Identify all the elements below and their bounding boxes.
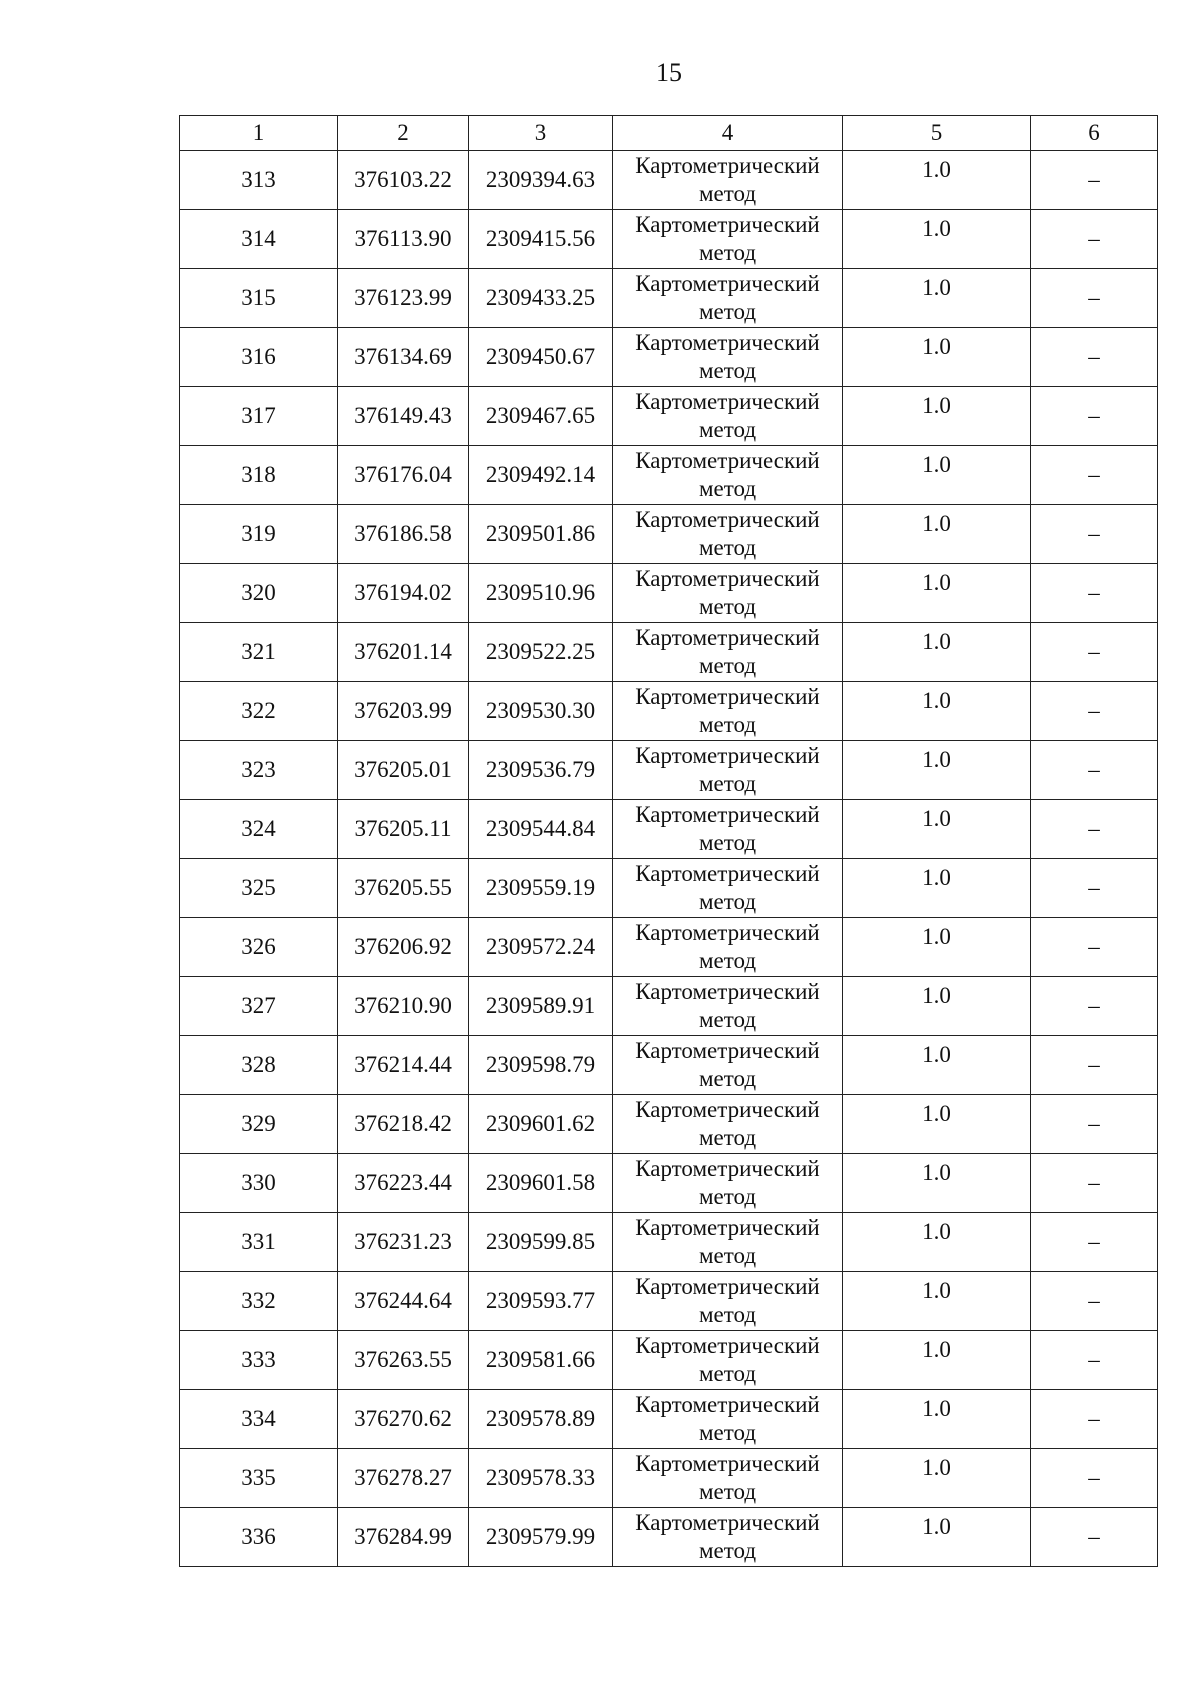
table-row <box>180 328 1158 387</box>
column-header: 6 <box>1031 116 1158 151</box>
method-cell <box>613 623 843 682</box>
method-cell <box>613 564 843 623</box>
x-coordinate-cell: 376231.23 <box>338 1213 469 1272</box>
note-cell: – <box>1031 1036 1158 1095</box>
method-cell <box>613 1449 843 1508</box>
coordinates-table <box>179 115 1158 1567</box>
x-coordinate-cell: 376123.99 <box>338 269 469 328</box>
method-line-1: Картометрический <box>635 920 820 945</box>
y-coordinate-cell: 2309467.65 <box>469 387 613 446</box>
accuracy-cell: 1.0 <box>843 328 1031 387</box>
table-row <box>180 505 1158 564</box>
method-line-2: метод <box>698 240 757 265</box>
y-coordinate-cell: 2309601.62 <box>469 1095 613 1154</box>
x-coordinate-cell: 376205.55 <box>338 859 469 918</box>
accuracy-cell: 1.0 <box>843 446 1031 505</box>
accuracy-cell: 1.0 <box>843 800 1031 859</box>
method-line-1: Картометрический <box>635 389 820 414</box>
x-coordinate-cell: 376134.69 <box>338 328 469 387</box>
table-row <box>180 1213 1158 1272</box>
y-coordinate-cell: 2309593.77 <box>469 1272 613 1331</box>
table-row <box>180 1272 1158 1331</box>
point-number-cell: 319 <box>180 505 338 564</box>
accuracy-cell: 1.0 <box>843 564 1031 623</box>
method-line-1: Картометрический <box>635 1038 820 1063</box>
method-cell <box>613 741 843 800</box>
note-cell: – <box>1031 1331 1158 1390</box>
y-coordinate-cell: 2309578.89 <box>469 1390 613 1449</box>
method-cell <box>613 918 843 977</box>
method-line-2: метод <box>698 1125 757 1150</box>
method-cell <box>613 1213 843 1272</box>
accuracy-cell: 1.0 <box>843 151 1031 210</box>
point-number-cell: 318 <box>180 446 338 505</box>
y-coordinate-cell: 2309579.99 <box>469 1508 613 1567</box>
method-line-1: Картометрический <box>635 979 820 1004</box>
note-cell: – <box>1031 1154 1158 1213</box>
x-coordinate-cell: 376205.11 <box>338 800 469 859</box>
y-coordinate-cell: 2309492.14 <box>469 446 613 505</box>
y-coordinate-cell: 2309501.86 <box>469 505 613 564</box>
method-line-1: Картометрический <box>635 625 820 650</box>
method-cell <box>613 446 843 505</box>
column-header: 3 <box>469 116 613 151</box>
note-cell: – <box>1031 505 1158 564</box>
x-coordinate-cell: 376103.22 <box>338 151 469 210</box>
point-number-cell: 326 <box>180 918 338 977</box>
method-line-2: метод <box>698 712 757 737</box>
accuracy-cell: 1.0 <box>843 859 1031 918</box>
method-line-2: метод <box>698 1538 757 1563</box>
accuracy-cell: 1.0 <box>843 1213 1031 1272</box>
note-cell: – <box>1031 977 1158 1036</box>
table-row <box>180 859 1158 918</box>
y-coordinate-cell: 2309522.25 <box>469 623 613 682</box>
point-number-cell: 336 <box>180 1508 338 1567</box>
method-line-2: метод <box>698 948 757 973</box>
table-row <box>180 1508 1158 1567</box>
method-line-1: Картометрический <box>635 743 820 768</box>
method-line-2: метод <box>698 889 757 914</box>
accuracy-cell: 1.0 <box>843 1449 1031 1508</box>
method-line-2: метод <box>698 535 757 560</box>
x-coordinate-cell: 376210.90 <box>338 977 469 1036</box>
note-cell: – <box>1031 564 1158 623</box>
y-coordinate-cell: 2309589.91 <box>469 977 613 1036</box>
x-coordinate-cell: 376176.04 <box>338 446 469 505</box>
point-number-cell: 321 <box>180 623 338 682</box>
method-cell <box>613 1036 843 1095</box>
table-row <box>180 1390 1158 1449</box>
table-row <box>180 1095 1158 1154</box>
y-coordinate-cell: 2309510.96 <box>469 564 613 623</box>
point-number-cell: 314 <box>180 210 338 269</box>
table-row <box>180 623 1158 682</box>
point-number-cell: 332 <box>180 1272 338 1331</box>
method-line-1: Картометрический <box>635 1510 820 1535</box>
table-row <box>180 269 1158 328</box>
method-line-2: метод <box>698 653 757 678</box>
table-row <box>180 446 1158 505</box>
point-number-cell: 313 <box>180 151 338 210</box>
accuracy-cell: 1.0 <box>843 1036 1031 1095</box>
table-row <box>180 977 1158 1036</box>
point-number-cell: 329 <box>180 1095 338 1154</box>
note-cell: – <box>1031 1449 1158 1508</box>
note-cell: – <box>1031 151 1158 210</box>
method-cell <box>613 1154 843 1213</box>
table-row <box>180 682 1158 741</box>
method-line-2: метод <box>698 771 757 796</box>
method-line-2: метод <box>698 1066 757 1091</box>
method-cell <box>613 682 843 741</box>
y-coordinate-cell: 2309578.33 <box>469 1449 613 1508</box>
method-line-2: метод <box>698 181 757 206</box>
point-number-cell: 330 <box>180 1154 338 1213</box>
table-row <box>180 1036 1158 1095</box>
note-cell: – <box>1031 1390 1158 1449</box>
x-coordinate-cell: 376270.62 <box>338 1390 469 1449</box>
point-number-cell: 334 <box>180 1390 338 1449</box>
table-row <box>180 387 1158 446</box>
x-coordinate-cell: 376201.14 <box>338 623 469 682</box>
accuracy-cell: 1.0 <box>843 387 1031 446</box>
method-line-2: метод <box>698 476 757 501</box>
method-line-2: метод <box>698 594 757 619</box>
method-cell <box>613 859 843 918</box>
method-cell <box>613 977 843 1036</box>
table-body <box>180 151 1158 1567</box>
method-line-2: метод <box>698 1243 757 1268</box>
method-cell <box>613 1331 843 1390</box>
accuracy-cell: 1.0 <box>843 682 1031 741</box>
method-line-1: Картометрический <box>635 330 820 355</box>
method-cell <box>613 1095 843 1154</box>
point-number-cell: 324 <box>180 800 338 859</box>
accuracy-cell: 1.0 <box>843 977 1031 1036</box>
x-coordinate-cell: 376214.44 <box>338 1036 469 1095</box>
accuracy-cell: 1.0 <box>843 505 1031 564</box>
method-line-1: Картометрический <box>635 1392 820 1417</box>
accuracy-cell: 1.0 <box>843 269 1031 328</box>
method-line-2: метод <box>698 299 757 324</box>
method-cell <box>613 210 843 269</box>
method-line-2: метод <box>698 417 757 442</box>
point-number-cell: 322 <box>180 682 338 741</box>
table-row <box>180 1449 1158 1508</box>
method-line-1: Картометрический <box>635 802 820 827</box>
table-row <box>180 1154 1158 1213</box>
note-cell: – <box>1031 741 1158 800</box>
point-number-cell: 320 <box>180 564 338 623</box>
x-coordinate-cell: 376263.55 <box>338 1331 469 1390</box>
method-line-1: Картометрический <box>635 1451 820 1476</box>
note-cell: – <box>1031 623 1158 682</box>
accuracy-cell: 1.0 <box>843 623 1031 682</box>
method-line-1: Картометрический <box>635 271 820 296</box>
x-coordinate-cell: 376203.99 <box>338 682 469 741</box>
note-cell: – <box>1031 210 1158 269</box>
method-cell <box>613 1390 843 1449</box>
method-line-1: Картометрический <box>635 566 820 591</box>
method-line-2: метод <box>698 1007 757 1032</box>
y-coordinate-cell: 2309415.56 <box>469 210 613 269</box>
point-number-cell: 315 <box>180 269 338 328</box>
y-coordinate-cell: 2309598.79 <box>469 1036 613 1095</box>
method-line-1: Картометрический <box>635 1156 820 1181</box>
y-coordinate-cell: 2309433.25 <box>469 269 613 328</box>
table-row <box>180 151 1158 210</box>
method-cell <box>613 151 843 210</box>
method-cell <box>613 387 843 446</box>
table-header-row <box>180 116 1158 151</box>
method-cell <box>613 1272 843 1331</box>
note-cell: – <box>1031 387 1158 446</box>
x-coordinate-cell: 376278.27 <box>338 1449 469 1508</box>
note-cell: – <box>1031 1272 1158 1331</box>
accuracy-cell: 1.0 <box>843 1095 1031 1154</box>
x-coordinate-cell: 376284.99 <box>338 1508 469 1567</box>
method-cell <box>613 328 843 387</box>
method-cell <box>613 800 843 859</box>
method-line-1: Картометрический <box>635 861 820 886</box>
x-coordinate-cell: 376206.92 <box>338 918 469 977</box>
point-number-cell: 335 <box>180 1449 338 1508</box>
table-row <box>180 800 1158 859</box>
method-cell <box>613 505 843 564</box>
method-line-1: Картометрический <box>635 507 820 532</box>
table-row <box>180 210 1158 269</box>
note-cell: – <box>1031 446 1158 505</box>
note-cell: – <box>1031 1508 1158 1567</box>
x-coordinate-cell: 376113.90 <box>338 210 469 269</box>
accuracy-cell: 1.0 <box>843 1331 1031 1390</box>
method-line-2: метод <box>698 1361 757 1386</box>
method-line-1: Картометрический <box>635 153 820 178</box>
page-number: 15 <box>656 58 682 87</box>
point-number-cell: 327 <box>180 977 338 1036</box>
table-row <box>180 918 1158 977</box>
point-number-cell: 331 <box>180 1213 338 1272</box>
point-number-cell: 323 <box>180 741 338 800</box>
x-coordinate-cell: 376218.42 <box>338 1095 469 1154</box>
note-cell: – <box>1031 328 1158 387</box>
point-number-cell: 328 <box>180 1036 338 1095</box>
y-coordinate-cell: 2309394.63 <box>469 151 613 210</box>
y-coordinate-cell: 2309536.79 <box>469 741 613 800</box>
method-cell <box>613 269 843 328</box>
y-coordinate-cell: 2309581.66 <box>469 1331 613 1390</box>
y-coordinate-cell: 2309544.84 <box>469 800 613 859</box>
accuracy-cell: 1.0 <box>843 741 1031 800</box>
method-line-1: Картометрический <box>635 684 820 709</box>
method-line-1: Картометрический <box>635 1274 820 1299</box>
method-line-1: Картометрический <box>635 1333 820 1358</box>
method-cell <box>613 1508 843 1567</box>
accuracy-cell: 1.0 <box>843 1390 1031 1449</box>
accuracy-cell: 1.0 <box>843 1272 1031 1331</box>
method-line-2: метод <box>698 1302 757 1327</box>
x-coordinate-cell: 376186.58 <box>338 505 469 564</box>
y-coordinate-cell: 2309450.67 <box>469 328 613 387</box>
point-number-cell: 333 <box>180 1331 338 1390</box>
method-line-2: метод <box>698 1184 757 1209</box>
accuracy-cell: 1.0 <box>843 918 1031 977</box>
table-row <box>180 1331 1158 1390</box>
method-line-2: метод <box>698 1420 757 1445</box>
note-cell: – <box>1031 918 1158 977</box>
note-cell: – <box>1031 269 1158 328</box>
note-cell: – <box>1031 800 1158 859</box>
x-coordinate-cell: 376149.43 <box>338 387 469 446</box>
column-header: 2 <box>338 116 469 151</box>
column-header: 5 <box>843 116 1031 151</box>
x-coordinate-cell: 376194.02 <box>338 564 469 623</box>
method-line-1: Картометрический <box>635 212 820 237</box>
note-cell: – <box>1031 859 1158 918</box>
method-line-2: метод <box>698 358 757 383</box>
method-line-1: Картометрический <box>635 1097 820 1122</box>
note-cell: – <box>1031 1213 1158 1272</box>
table-row <box>180 741 1158 800</box>
column-header: 1 <box>180 116 338 151</box>
accuracy-cell: 1.0 <box>843 1154 1031 1213</box>
x-coordinate-cell: 376244.64 <box>338 1272 469 1331</box>
method-line-2: метод <box>698 1479 757 1504</box>
y-coordinate-cell: 2309599.85 <box>469 1213 613 1272</box>
note-cell: – <box>1031 682 1158 741</box>
y-coordinate-cell: 2309572.24 <box>469 918 613 977</box>
y-coordinate-cell: 2309559.19 <box>469 859 613 918</box>
x-coordinate-cell: 376205.01 <box>338 741 469 800</box>
method-line-2: метод <box>698 830 757 855</box>
note-cell: – <box>1031 1095 1158 1154</box>
column-header: 4 <box>613 116 843 151</box>
y-coordinate-cell: 2309601.58 <box>469 1154 613 1213</box>
point-number-cell: 316 <box>180 328 338 387</box>
table-row <box>180 564 1158 623</box>
method-line-1: Картометрический <box>635 448 820 473</box>
point-number-cell: 325 <box>180 859 338 918</box>
x-coordinate-cell: 376223.44 <box>338 1154 469 1213</box>
accuracy-cell: 1.0 <box>843 210 1031 269</box>
point-number-cell: 317 <box>180 387 338 446</box>
method-line-1: Картометрический <box>635 1215 820 1240</box>
accuracy-cell: 1.0 <box>843 1508 1031 1567</box>
y-coordinate-cell: 2309530.30 <box>469 682 613 741</box>
